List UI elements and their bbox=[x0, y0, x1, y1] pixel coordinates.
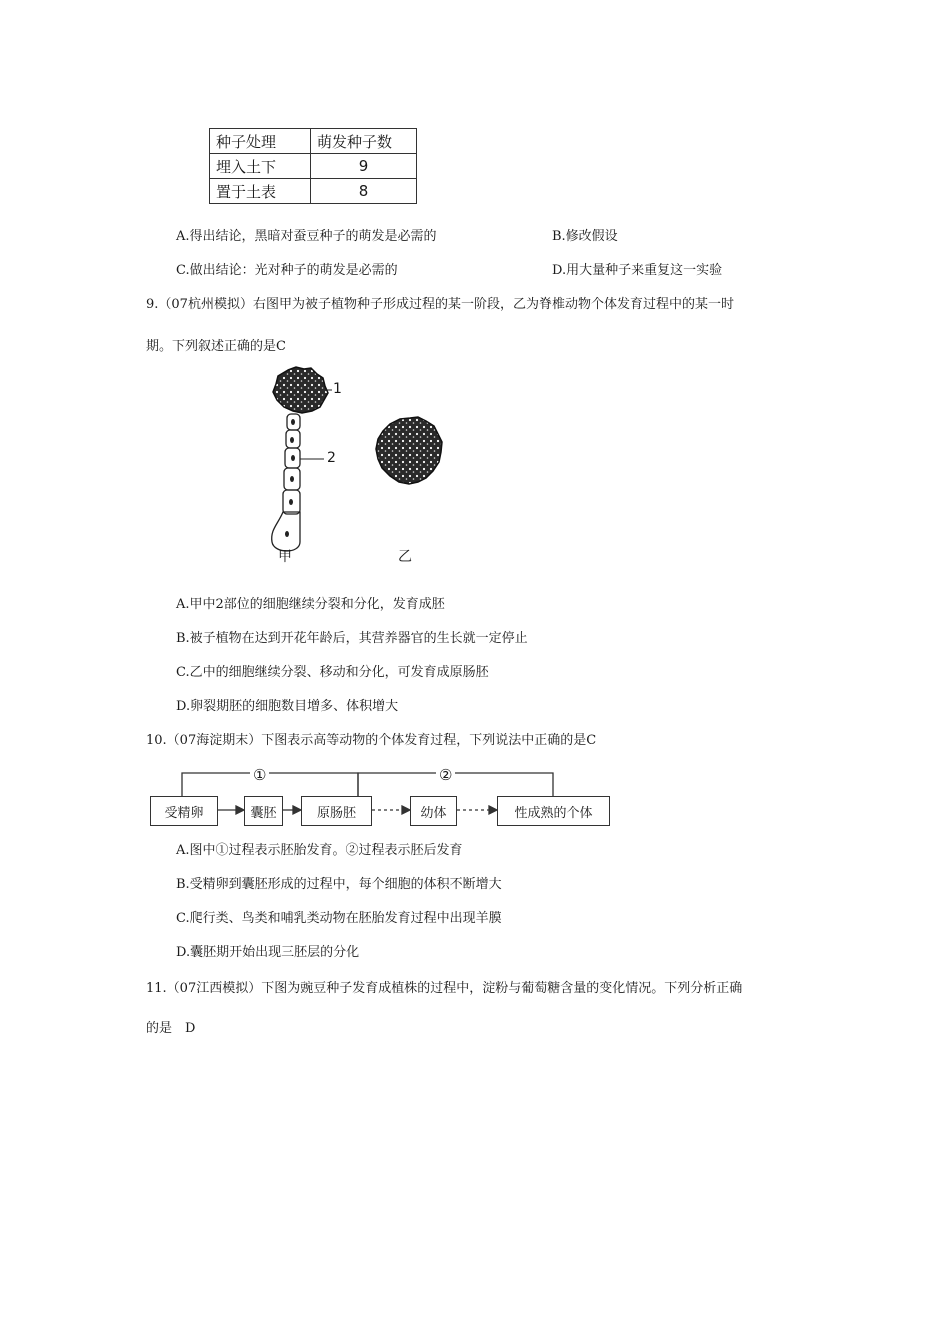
q9-option-b: B.被子植物在达到开花年龄后，其营养器官的生长就一定停止 bbox=[176, 631, 528, 646]
flow-box-juvenile: 幼体 bbox=[410, 796, 457, 826]
q9-stem-line2: 期。下列叙述正确的是C bbox=[146, 339, 286, 354]
table-cell: 埋入土下 bbox=[210, 154, 311, 179]
flow-box-zygote: 受精卵 bbox=[150, 796, 218, 826]
q10-option-c: C.爬行类、鸟类和哺乳类动物在胚胎发育过程中出现羊膜 bbox=[176, 911, 502, 926]
table-row bbox=[210, 154, 417, 179]
q9-option-d: D.卵裂期胚的细胞数目增多、体积增大 bbox=[176, 699, 399, 714]
table-header-cell: 种子处理 bbox=[210, 129, 311, 154]
q8-option-a: A.得出结论，黑暗对蚕豆种子的萌发是必需的 bbox=[176, 229, 437, 244]
q9-option-c: C.乙中的细胞继续分裂、移动和分化，可发育成原肠胚 bbox=[176, 665, 489, 680]
q8-option-c: C.做出结论：光对种子的萌发是必需的 bbox=[176, 263, 398, 278]
bracket-embryonic bbox=[182, 773, 358, 796]
suspensor bbox=[272, 414, 300, 551]
figure-label-1: 1 bbox=[333, 381, 342, 397]
arrow-head bbox=[293, 806, 301, 814]
blastula bbox=[376, 417, 442, 484]
q10-option-d: D.囊胚期开始出现三胚层的分化 bbox=[176, 945, 360, 960]
process-mark-2: ② bbox=[436, 766, 455, 784]
table-row bbox=[210, 179, 417, 204]
table-cell: 8 bbox=[311, 179, 417, 204]
q9-option-a: A.甲中2部位的细胞继续分裂和分化，发育成胚 bbox=[176, 597, 445, 612]
flow-box-blastula: 囊胚 bbox=[244, 796, 283, 826]
figure-caption-yi: 乙 bbox=[398, 549, 412, 565]
q10-stem: 10.（07海淀期末）下图表示高等动物的个体发育过程，下列说法中正确的是C bbox=[146, 733, 597, 748]
q11-stem-line1: 11.（07江西模拟）下图为豌豆种子发育成植株的过程中，淀粉与葡萄糖含量的变化情况。下列分析正确 bbox=[146, 981, 743, 996]
q8-option-b: B.修改假设 bbox=[552, 229, 618, 244]
embryo-figure bbox=[240, 362, 460, 572]
q9-stem-line1: 9.（07杭州模拟）右图甲为被子植物种子形成过程的某一阶段，乙为脊椎动物个体发育过程中的某一时 bbox=[146, 297, 734, 312]
table-header-cell: 萌发种子数 bbox=[311, 129, 417, 154]
table-header-row bbox=[210, 129, 417, 154]
flow-box-gastrula: 原肠胚 bbox=[301, 796, 372, 826]
table-cell: 9 bbox=[311, 154, 417, 179]
process-mark-1: ① bbox=[250, 766, 269, 784]
arrow-head bbox=[402, 806, 410, 814]
q10-option-a: A.图中①过程表示胚胎发育。②过程表示胚后发育 bbox=[176, 843, 463, 858]
seed-germination-table bbox=[209, 128, 417, 204]
q8-option-d: D.用大量种子来重复这一实验 bbox=[552, 263, 723, 278]
table-cell: 置于土表 bbox=[210, 179, 311, 204]
arrow-head bbox=[236, 806, 244, 814]
q10-option-b: B.受精卵到囊胚形成的过程中，每个细胞的体积不断增大 bbox=[176, 877, 502, 892]
bracket-postembryonic bbox=[358, 773, 553, 796]
proembryo-head bbox=[273, 367, 328, 413]
arrow-head bbox=[489, 806, 497, 814]
q11-stem-line2: 的是 D bbox=[146, 1021, 196, 1036]
figure-caption-jia: 甲 bbox=[278, 549, 292, 565]
figure-label-2: 2 bbox=[327, 450, 336, 466]
flow-box-adult: 性成熟的个体 bbox=[497, 796, 610, 826]
